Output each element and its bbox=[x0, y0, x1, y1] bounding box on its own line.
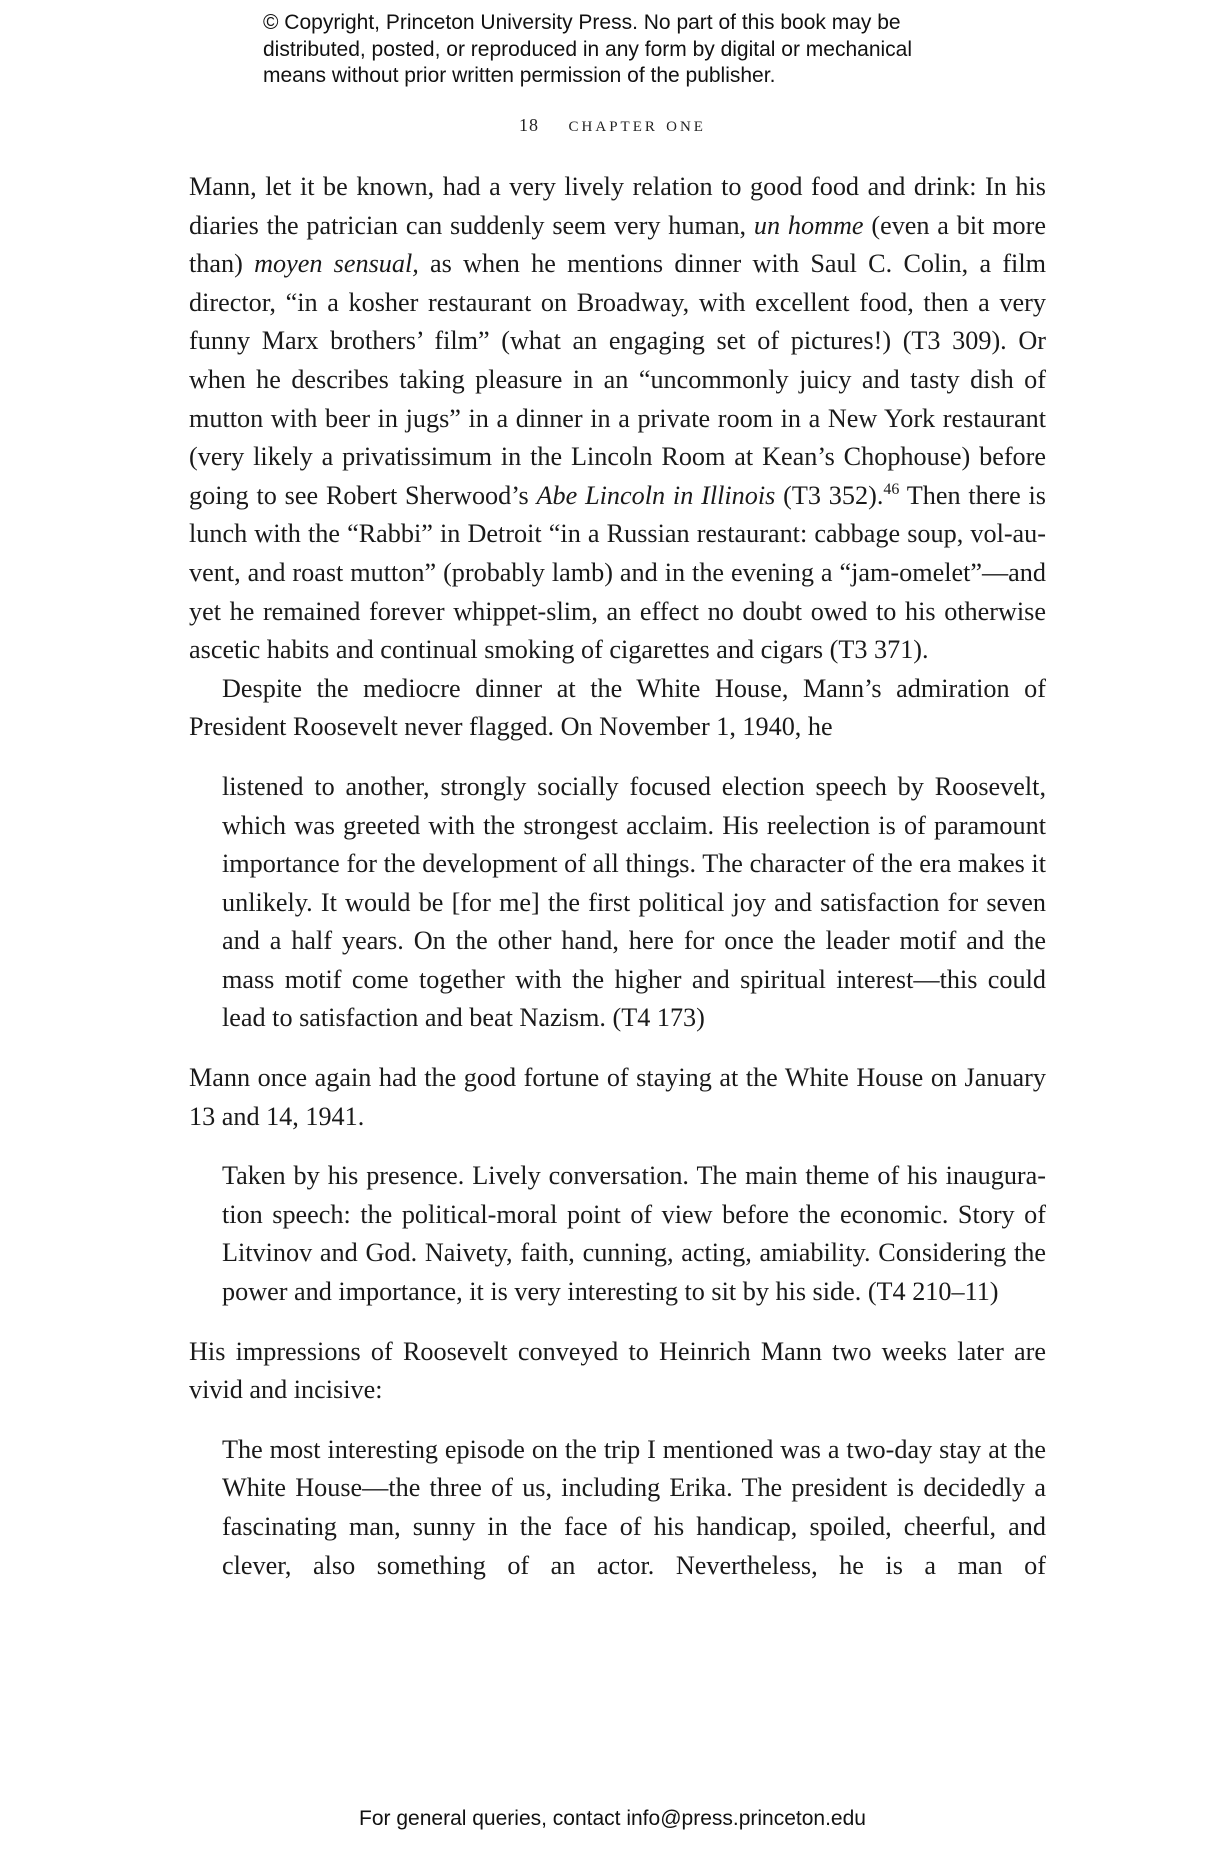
paragraph: His impressions of Roosevelt conveyed to Heinrich Mann two weeks later are vivid and incisive: bbox=[189, 1336, 1046, 1405]
copyright-notice bbox=[263, 10, 963, 90]
page-body bbox=[189, 168, 1046, 1585]
paragraph: Mann once again had the good fortune of staying at the White House on January 13 and 14, 1941. bbox=[189, 1063, 1046, 1131]
footer-contact: For general queries, contact info@press.princeton.edu bbox=[359, 1807, 866, 1830]
copyright-line: distributed, posted, or reproduced in any form by digital or mechanical bbox=[263, 37, 913, 61]
paragraph: Despite the mediocre dinner at the White House, Mann’s admiration of President Roosevelt never flagged. On November 1, 1940, he bbox=[189, 673, 1046, 742]
running-head bbox=[0, 112, 1225, 137]
paragraph bbox=[189, 168, 1046, 670]
chapter-title: chapter one bbox=[568, 112, 706, 136]
copyright-line: means without prior written permission of the publisher. bbox=[263, 64, 776, 87]
italic-text: Abe Lincoln in Illinois bbox=[536, 480, 776, 510]
footnote-marker[interactable]: 46 bbox=[883, 480, 900, 498]
text-run: Mann, let it be known, had a very lively relation to good food and drink: In his diaries the patrician can suddenly seem very human, bbox=[189, 172, 1046, 240]
page-number: 18 bbox=[519, 115, 540, 135]
block-quote: Taken by his presence. Lively conversation. The main theme of his inauguration speech: the political-moral point of view before the economic. Story of Litvinov and God. Naivety, faith, cunning, acting, amiability. Considering the power and importance, it is very interesting to sit by his side. (T4 210–11) bbox=[222, 1161, 1046, 1307]
block-quote: The most interesting episode on the trip I mentioned was a two-day stay at the White House—the three of us, including Erika. The president is decidedly a fascinating man, sunny in the face of his handicap, spoiled, cheerful, and clever, also something of an actor. Nevertheless, he is a man of bbox=[222, 1434, 1046, 1580]
block-quote: listened to another, strongly socially focused election speech by Roosevelt, which was greeted with the strongest acclaim. His reelection is of paramount importance for the development of all things. The character of the era makes it unlikely. It would be [for me] the first political joy and satisfaction for seven and a half years. On the other hand, here for once the leader motif and the mass motif come together with the higher and spiritual interest—this could lead to satisfaction and beat Nazism. (T4 173) bbox=[222, 771, 1046, 1033]
text-run: as when he mentions dinner with Saul C. Colin, a film director, “in a kosher restaurant on Broadway, with excellent food, then a very funny Marx brothers’ film” (what an engaging set of pictures!) (T3 309). Or when he describes taking pleasure in an “uncommonly juicy and tasty dish of mutton with beer in jugs” in a dinner in a private room in a New York restaurant (very likely a privatissimum in the Lincoln Room at Kean’s Chophouse) before going to see Robert Sherwood’s bbox=[189, 249, 1046, 510]
italic-text: moyen sensual, bbox=[254, 249, 419, 279]
text-run: (T3 352). bbox=[775, 480, 884, 510]
text-run: (even a bit more than) bbox=[189, 210, 1046, 279]
copyright-line: © Copyright, Princeton University Press. No part of this book may be bbox=[263, 11, 901, 34]
text-run: Then there is lunch with the “Rabbi” in Detroit “in a Russian restaurant: cabbage soup, vol-au-vent, and roast mutton” (probably lamb) and in the evening a “jam-omelet”—and yet he remained forever whippet-slim, an effect no doubt owed to his otherwise ascetic habits and continual smoking of cigarettes and cigars (T3 371). bbox=[189, 480, 1046, 665]
italic-text: un homme bbox=[753, 210, 864, 240]
